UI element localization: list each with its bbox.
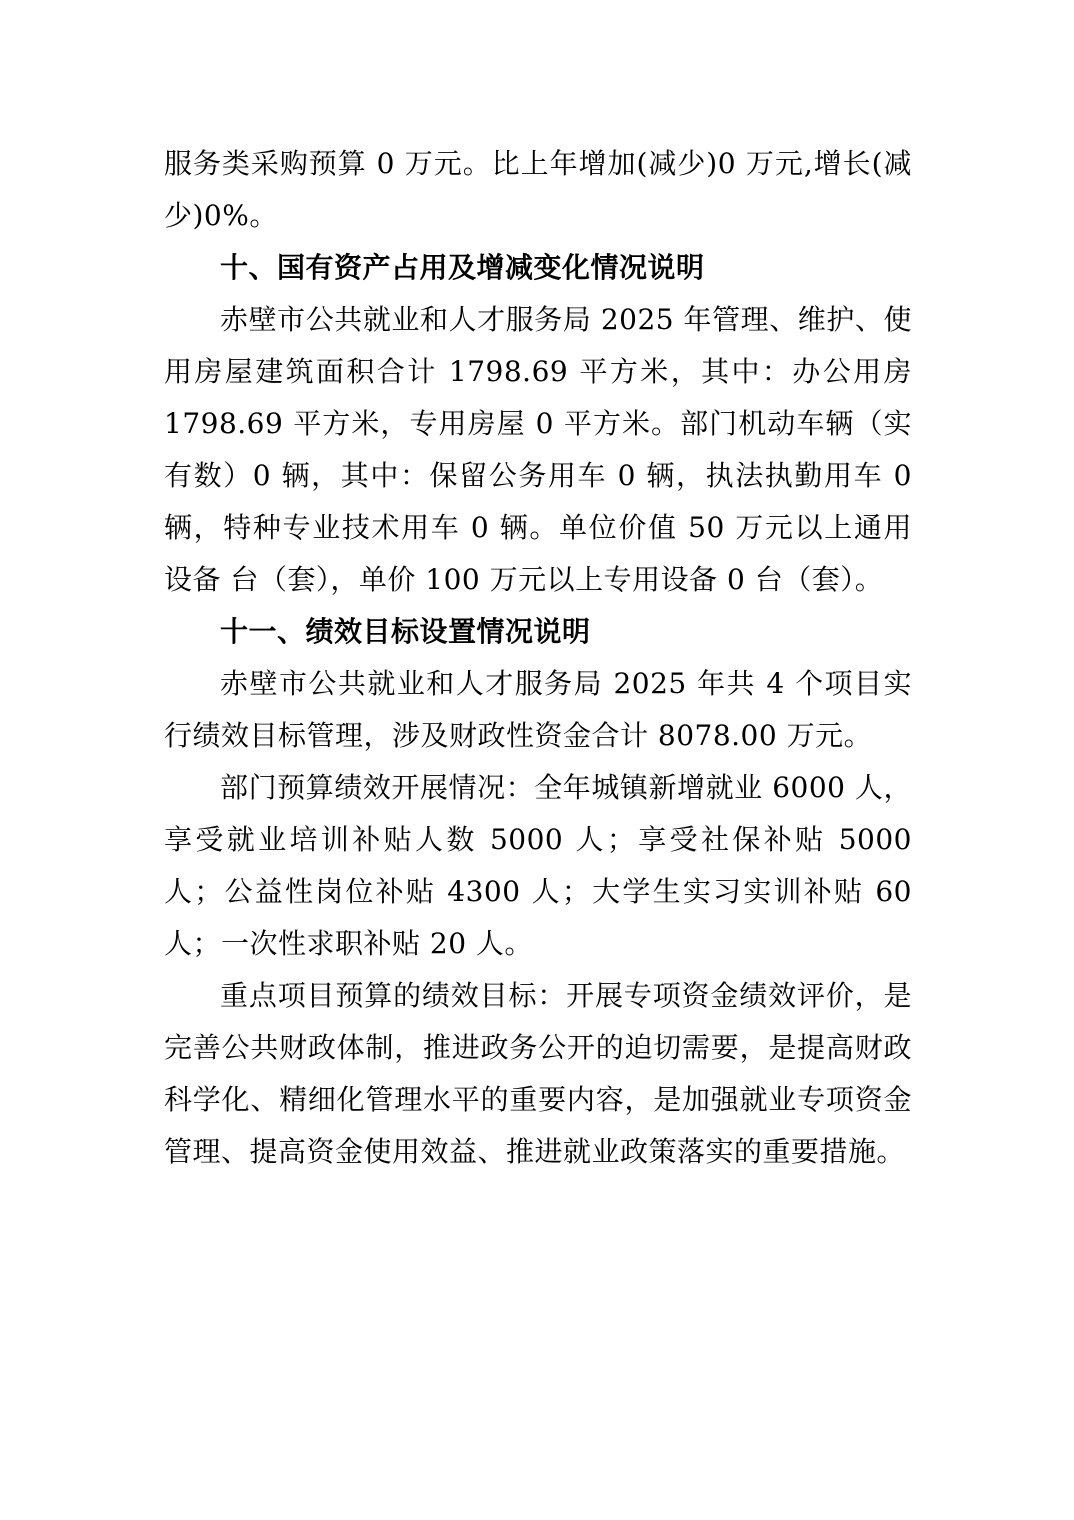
section-11-heading: 十一、绩效目标设置情况说明 [220, 615, 591, 648]
section-11-paragraph-1: 赤壁市公共就业和人才服务局 2025 年共 4 个项目实行绩效目标管理，涉及财政性资金合计 8078.00 万元。 [164, 667, 912, 752]
section-11-paragraph-3: 重点项目预算的绩效目标：开展专项资金绩效评价，是完善公共财政体制，推进政务公开的迫切需要，是提高财政科学化、精细化管理水平的重要内容，是加强就业专项资金管理、提高资金使用效益、推进就业政策落实的重要措施。 [164, 979, 912, 1168]
section-10-heading: 十、国有资产占用及增减变化情况说明 [220, 251, 705, 284]
section-11-paragraph-2: 部门预算绩效开展情况：全年城镇新增就业 6000 人，享受就业培训补贴人数 5000 人；享受社保补贴 5000 人；公益性岗位补贴 4300 人；大学生实习实训补贴 60 人；一次性求职补贴 20 人。 [164, 771, 912, 960]
document-body [164, 138, 912, 1178]
section-10-paragraph: 赤壁市公共就业和人才服务局 2025 年管理、维护、使用房屋建筑面积合计 1798.69 平方米，其中：办公用房 1798.69 平方米，专用房屋 0 平方米。部门机动车辆（实有数）0 辆，其中：保留公务用车 0 辆，执法执勤用车 0 辆，特种专业技术用车 0 辆。单位价值 50 万元以上通用设备 台（套），单价 100 万元以上专用设备 0 台（套）。 [164, 303, 912, 596]
continuation-paragraph: 服务类采购预算 0 万元。比上年增加(减少)0 万元,增长(减少)0%。 [164, 147, 912, 232]
